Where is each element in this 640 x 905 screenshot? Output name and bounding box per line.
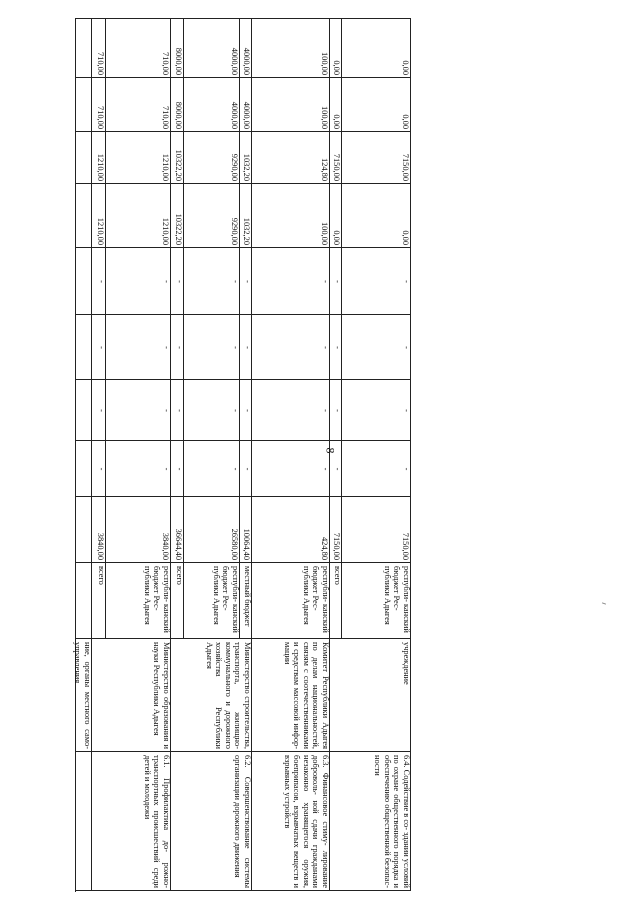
row-3-total-1 xyxy=(252,497,330,563)
row-3-executor xyxy=(252,639,330,752)
row-1-y2-1-text: - xyxy=(97,409,106,412)
header-cont-y5-text xyxy=(76,184,92,248)
row-1-y6-2 xyxy=(106,132,171,184)
row-4-y4-1 xyxy=(330,248,342,315)
row-4-total-2 xyxy=(342,497,411,563)
row-4-y4-2-text: - xyxy=(402,280,411,283)
row-3-y2-1-text: - xyxy=(321,409,330,412)
row-4-y6-2-text: 7150,00 xyxy=(401,153,410,181)
header-cont-y7 xyxy=(76,78,92,132)
row-2-y6-2 xyxy=(184,132,240,184)
row-2-y4-3-text: - xyxy=(243,280,252,283)
row-2-total-2-text: 26580,00 xyxy=(230,528,239,560)
row-4-source-2-text: республи- канский бюджет Рес- публики Адыгея xyxy=(382,566,411,633)
row-2-y1-2-text: - xyxy=(231,467,240,471)
row-1-y5-2-text: 1210,00 xyxy=(161,217,170,245)
header-cont-y5 xyxy=(76,184,92,248)
row-1-y6-1 xyxy=(92,132,106,184)
row-3-y2-1 xyxy=(252,380,330,441)
row-1-y7-1 xyxy=(92,78,106,132)
header-cont-source-text xyxy=(76,563,92,639)
row-2-y5-3-text: 1032,20 xyxy=(242,217,251,245)
row-2-y4-2-text: - xyxy=(231,280,240,283)
row-2-y5-2-text: 9290,00 xyxy=(230,217,239,245)
row-2-y6-1 xyxy=(171,132,184,184)
row-4-y6-1 xyxy=(330,132,342,184)
row-2-y5-2 xyxy=(184,184,240,248)
row-2-y3-1-text: - xyxy=(175,346,184,349)
row-2-y5-1-text: 10322,20 xyxy=(174,213,183,245)
row-4-total-2-text: 7150,00 xyxy=(401,532,410,560)
row-3-y1-1 xyxy=(252,441,330,497)
row-2-y4-2 xyxy=(184,248,240,315)
row-2-y3-3-text: - xyxy=(243,346,252,349)
header-cont-y4-text xyxy=(76,248,92,315)
row-2-source-3 xyxy=(240,563,252,639)
row-2-y2-1-text: - xyxy=(175,409,184,412)
row-3-y6-1-text: 124,80 xyxy=(320,157,329,181)
header-cont-y2-text xyxy=(76,380,92,441)
row-1-y4-1 xyxy=(92,248,106,315)
row-2-y1-3-text: - xyxy=(243,467,252,471)
row-4-y1-2 xyxy=(342,441,411,497)
row-1-y8-2 xyxy=(106,19,171,78)
row-3-source-1-text: республи- канский бюджет Рес- публики Адыгея xyxy=(301,566,330,633)
row-1-y8-1 xyxy=(92,19,106,78)
row-4-y6-1-text: 7150,00 xyxy=(332,153,341,181)
row-2-y3-1 xyxy=(171,315,184,380)
row-3-y8-1 xyxy=(252,19,330,78)
header-cont-y2 xyxy=(76,380,92,441)
header-cont-y6-text xyxy=(76,132,92,184)
row-2-y4-3 xyxy=(240,248,252,315)
row-1-y1-1-text: - xyxy=(97,467,106,471)
row-2-source-2-text: республи- канский бюджет Рес- публики Адыгея xyxy=(211,566,240,633)
header-cont-y7-text xyxy=(76,78,92,132)
row-1-y4-2 xyxy=(106,248,171,315)
row-2-y3-2-text: - xyxy=(231,346,240,349)
row-4-executor xyxy=(330,639,411,752)
row-2-y2-2 xyxy=(184,380,240,441)
row-4-source-2 xyxy=(342,563,411,639)
row-2-y1-1 xyxy=(171,441,184,497)
row-4-y7-1-text: 0,00 xyxy=(332,114,341,129)
row-1-y1-2-text: - xyxy=(162,467,171,471)
row-3-y8-1-text: 100,00 xyxy=(320,51,329,75)
row-1-event-text: 6.1. Профилактика до- рожно-транспортных происшествий среди детей и молодежи xyxy=(142,755,171,888)
row-3-executor-text: Комитет Республики Адыгея по делам национальностей, связям с соотечественниками и средствам массовой инфор- мации xyxy=(282,642,330,749)
row-2-y8-3 xyxy=(240,19,252,78)
row-3-y4-1-text: - xyxy=(321,280,330,283)
row-2-y8-1 xyxy=(171,19,184,78)
row-4-y4-1-text: - xyxy=(333,280,342,283)
row-1-source-1 xyxy=(92,563,106,639)
header-cont-y8 xyxy=(76,19,92,78)
row-1-y1-1 xyxy=(92,441,106,497)
row-3-event xyxy=(252,752,330,891)
row-1-y5-1 xyxy=(92,184,106,248)
row-2-y5-1 xyxy=(171,184,184,248)
row-4-y7-2-text: 0,00 xyxy=(401,114,410,129)
row-2-y7-3 xyxy=(240,78,252,132)
header-cont-y1-text xyxy=(76,441,92,497)
row-4-y5-2 xyxy=(342,184,411,248)
row-1-y2-2 xyxy=(106,380,171,441)
row-4-y2-2-text: - xyxy=(402,409,411,412)
row-2-total-2 xyxy=(184,497,240,563)
row-4-y7-1 xyxy=(330,78,342,132)
row-2-y4-1 xyxy=(171,248,184,315)
header-cont-source xyxy=(76,563,92,639)
row-3-source-1 xyxy=(252,563,330,639)
row-4-y5-1 xyxy=(330,184,342,248)
row-2-event-text: 6.2. Совершенствование системы организации дорожного движения xyxy=(233,755,252,888)
row-2-total-3 xyxy=(240,497,252,563)
header-cont-y4 xyxy=(76,248,92,315)
row-3-y5-1-text: 100,00 xyxy=(320,221,329,245)
row-1-y3-2 xyxy=(106,315,171,380)
row-2-y8-1-text: 8000,00 xyxy=(174,47,183,75)
row-2-y7-1-text: 8000,00 xyxy=(174,101,183,129)
row-1-y4-1-text: - xyxy=(97,280,106,283)
row-1-y1-2 xyxy=(106,441,171,497)
header-cont-executor-text: ние, органы местного само- управления xyxy=(73,642,92,749)
header-cont-event-text xyxy=(76,752,92,891)
row-3-total-1-text: 424,80 xyxy=(320,536,329,560)
row-4-event-text: 6.4. Содействие в со- здании условий по охране общественного порядка и обеспечению общественной безопас- ности xyxy=(373,755,411,888)
row-2-y8-3-text: 4000,00 xyxy=(242,47,251,75)
row-1-source-2-text: республи- канский бюджет Рес- публики Адыгея xyxy=(142,566,171,633)
row-1-y6-1-text: 1210,00 xyxy=(96,153,105,181)
row-4-y1-2-text: - xyxy=(402,467,411,471)
header-cont-y1 xyxy=(76,441,92,497)
row-4-y8-1 xyxy=(330,19,342,78)
row-4-y2-2 xyxy=(342,380,411,441)
row-1-total-1 xyxy=(92,497,106,563)
row-1-y4-2-text: - xyxy=(162,280,171,283)
header-cont-y8-text xyxy=(76,19,92,78)
row-2-source-2 xyxy=(184,563,240,639)
row-2-y7-1 xyxy=(171,78,184,132)
row-2-y3-2 xyxy=(184,315,240,380)
row-4-y6-2 xyxy=(342,132,411,184)
row-3-y7-1 xyxy=(252,78,330,132)
row-3-event-text: 6.3. Финансовое стиму- лирование доброволь- ной сдачи гражданами незаконно хранящегося оружия, боеприпасов, взрывчатых веществ и взрывных устройств xyxy=(282,755,330,888)
row-2-event xyxy=(171,752,252,891)
row-1-executor xyxy=(92,639,171,752)
row-2-y8-2 xyxy=(184,19,240,78)
row-1-y8-2-text: 710,00 xyxy=(161,51,170,75)
row-4-y3-2-text: - xyxy=(402,346,411,349)
row-1-y7-2 xyxy=(106,78,171,132)
row-1-y7-2-text: 710,00 xyxy=(161,105,170,129)
row-1-y2-1 xyxy=(92,380,106,441)
row-1-y8-1-text: 710,00 xyxy=(96,51,105,75)
row-4-y1-1-text: - xyxy=(333,467,342,471)
row-1-y3-2-text: - xyxy=(162,346,171,349)
row-4-total-1-text: 7150,00 xyxy=(332,532,341,560)
page-number: 8 xyxy=(323,447,338,454)
row-2-y6-3-text: 1032,20 xyxy=(242,153,251,181)
row-4-y3-1-text: - xyxy=(333,346,342,349)
row-2-total-1 xyxy=(171,497,184,563)
row-1-executor-text: Министерство образования и науки Республики Адыгея xyxy=(152,642,171,749)
header-cont-executor xyxy=(73,639,92,752)
row-1-total-2-text: 3840,00 xyxy=(161,532,170,560)
scan-speck xyxy=(602,602,606,604)
row-1-y6-2-text: 1210,00 xyxy=(161,153,170,181)
budget-table xyxy=(75,18,411,892)
row-4-total-1 xyxy=(330,497,342,563)
row-3-y5-1 xyxy=(252,184,330,248)
row-4-y4-2 xyxy=(342,248,411,315)
row-1-y7-1-text: 710,00 xyxy=(96,105,105,129)
row-2-y2-2-text: - xyxy=(231,409,240,412)
row-4-y5-2-text: 0,00 xyxy=(401,230,410,245)
row-2-y7-2 xyxy=(184,78,240,132)
row-2-executor-text: Министерство строительства, транспорта, жилищно- коммунального и дорожного хозяйства Республики Адыгея xyxy=(204,642,252,749)
header-cont-total-text xyxy=(76,497,92,563)
row-2-total-1-text: 36644,40 xyxy=(174,528,183,560)
row-2-source-3-text: местный бюджет xyxy=(243,566,252,627)
row-2-y8-2-text: 4000,00 xyxy=(230,47,239,75)
row-4-event xyxy=(330,752,411,891)
row-4-y7-2 xyxy=(342,78,411,132)
row-2-y4-1-text: - xyxy=(175,280,184,283)
row-3-y1-1-text: - xyxy=(321,467,330,471)
row-3-y3-1 xyxy=(252,315,330,380)
row-4-y8-1-text: 0,00 xyxy=(332,60,341,75)
row-2-y1-1-text: - xyxy=(175,467,184,471)
row-2-y6-2-text: 9290,00 xyxy=(230,153,239,181)
row-4-y3-1 xyxy=(330,315,342,380)
row-2-executor xyxy=(171,639,252,752)
row-2-y2-1 xyxy=(171,380,184,441)
row-3-y7-1-text: 100,00 xyxy=(320,105,329,129)
header-cont-y3 xyxy=(76,315,92,380)
row-1-event xyxy=(92,752,171,891)
row-2-source-1-text: всего xyxy=(175,566,184,585)
row-2-y1-3 xyxy=(240,441,252,497)
row-2-y5-3 xyxy=(240,184,252,248)
row-4-source-1-text: всего xyxy=(333,566,342,585)
header-cont-event xyxy=(76,752,92,891)
row-3-y4-1 xyxy=(252,248,330,315)
row-1-y5-2 xyxy=(106,184,171,248)
row-1-total-1-text: 3840,00 xyxy=(96,532,105,560)
table-rows xyxy=(73,19,411,892)
header-cont-y3-text xyxy=(76,315,92,380)
row-4-y1-1 xyxy=(330,441,342,497)
row-2-y2-3 xyxy=(240,380,252,441)
row-1-y3-1-text: - xyxy=(97,346,106,349)
header-cont-y6 xyxy=(76,132,92,184)
row-4-y2-1-text: - xyxy=(333,409,342,412)
row-3-y6-1 xyxy=(252,132,330,184)
row-2-source-1 xyxy=(171,563,184,639)
row-2-y1-2 xyxy=(184,441,240,497)
row-4-y5-1-text: 0,00 xyxy=(332,230,341,245)
row-3-y3-1-text: - xyxy=(321,346,330,349)
row-1-source-2 xyxy=(106,563,171,639)
row-1-source-1-text: всего xyxy=(97,566,106,585)
row-2-y7-2-text: 4000,00 xyxy=(230,101,239,129)
row-1-y2-2-text: - xyxy=(162,409,171,412)
row-2-y7-3-text: 4000,00 xyxy=(242,101,251,129)
row-4-source-1 xyxy=(330,563,342,639)
row-2-y3-3 xyxy=(240,315,252,380)
row-2-y6-3 xyxy=(240,132,252,184)
row-4-y3-2 xyxy=(342,315,411,380)
row-2-y6-1-text: 10322,20 xyxy=(174,149,183,181)
row-4-executor-text: учреждение xyxy=(402,642,411,685)
row-4-y2-1 xyxy=(330,380,342,441)
row-1-total-2 xyxy=(106,497,171,563)
row-2-total-3-text: 10064,40 xyxy=(242,528,251,560)
header-cont-total xyxy=(76,497,92,563)
row-4-y8-2 xyxy=(342,19,411,78)
row-2-y2-3-text: - xyxy=(243,409,252,412)
row-1-y3-1 xyxy=(92,315,106,380)
row-4-y8-2-text: 0,00 xyxy=(401,60,410,75)
row-1-y5-1-text: 1210,00 xyxy=(96,217,105,245)
